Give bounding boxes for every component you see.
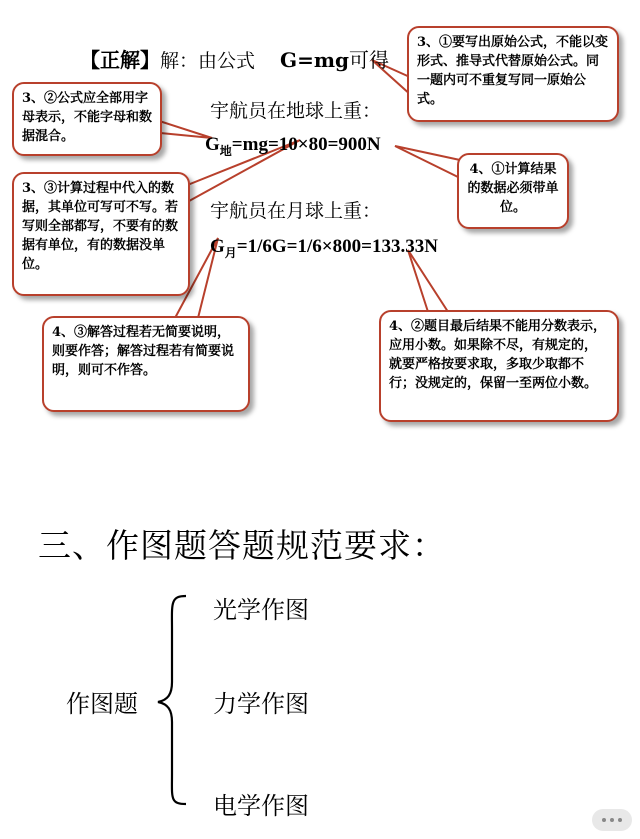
moon-rest: =1/6G=1/6×800=133.33N bbox=[236, 236, 438, 257]
earth-rest: =mg=10×80=900N bbox=[231, 134, 381, 155]
section-heading: 三、作图题答题规范要求： bbox=[38, 526, 446, 565]
drawing-item-mechanics: 力学作图 bbox=[213, 690, 309, 718]
solution-first-line bbox=[80, 44, 389, 73]
moon-formula bbox=[210, 236, 438, 261]
drawing-root-label: 作图题 bbox=[66, 690, 138, 718]
callout-text: 4、②题目最后结果不能用分数表示，应用小数。如果除不尽，有规定的，就要严格按要求取，多取少取都不行；没规定的，保留一至两位小数。 bbox=[389, 319, 607, 391]
connector-4 bbox=[395, 146, 460, 178]
callout-text: 3、③计算过程中代入的数据，其单位可写可不写。若写则全部都写，不要有的数据有单位，有的数据没单位。 bbox=[22, 181, 179, 272]
callout-answer-statement bbox=[42, 316, 250, 412]
moon-symbol: G bbox=[210, 236, 225, 257]
callout-letters-only bbox=[12, 82, 162, 156]
drawing-item-optics: 光学作图 bbox=[213, 596, 309, 624]
callout-original-formula bbox=[407, 26, 619, 122]
earth-symbol: G bbox=[205, 134, 220, 155]
moon-label: 宇航员在月球上重： bbox=[210, 200, 382, 222]
callout-text: 3、①要写出原始公式，不能以变形式、推导式代替原始公式。同一题内可不重复写同一原始公式。 bbox=[417, 35, 609, 107]
moon-subscript: 月 bbox=[224, 245, 237, 260]
earth-label: 宇航员在地球上重： bbox=[210, 100, 382, 122]
more-dots-icon[interactable] bbox=[592, 809, 632, 831]
callout-text: 3、②公式应全部用字母表示，不能字母和数据混合。 bbox=[22, 91, 153, 144]
drawing-item-electricity: 电学作图 bbox=[213, 792, 309, 820]
solution-lead: 解：由公式 bbox=[160, 50, 256, 72]
callout-text: 4、③解答过程若无简要说明，则要作答；解答过程若有简要说明，则可不作答。 bbox=[52, 325, 235, 378]
solution-prefix: 【正解】 bbox=[80, 48, 160, 72]
callout-text: 4、①计算结果的数据必须带单位。 bbox=[467, 162, 559, 215]
curly-brace-icon bbox=[150, 590, 200, 810]
earth-subscript: 地 bbox=[219, 143, 232, 158]
callout-decimal-result bbox=[379, 310, 619, 422]
callout-result-unit bbox=[457, 153, 569, 229]
formula-suffix: 可得 bbox=[348, 48, 389, 72]
earth-formula bbox=[205, 134, 381, 159]
formula-main: G=mg bbox=[279, 48, 349, 72]
callout-substitution-units bbox=[12, 172, 190, 296]
